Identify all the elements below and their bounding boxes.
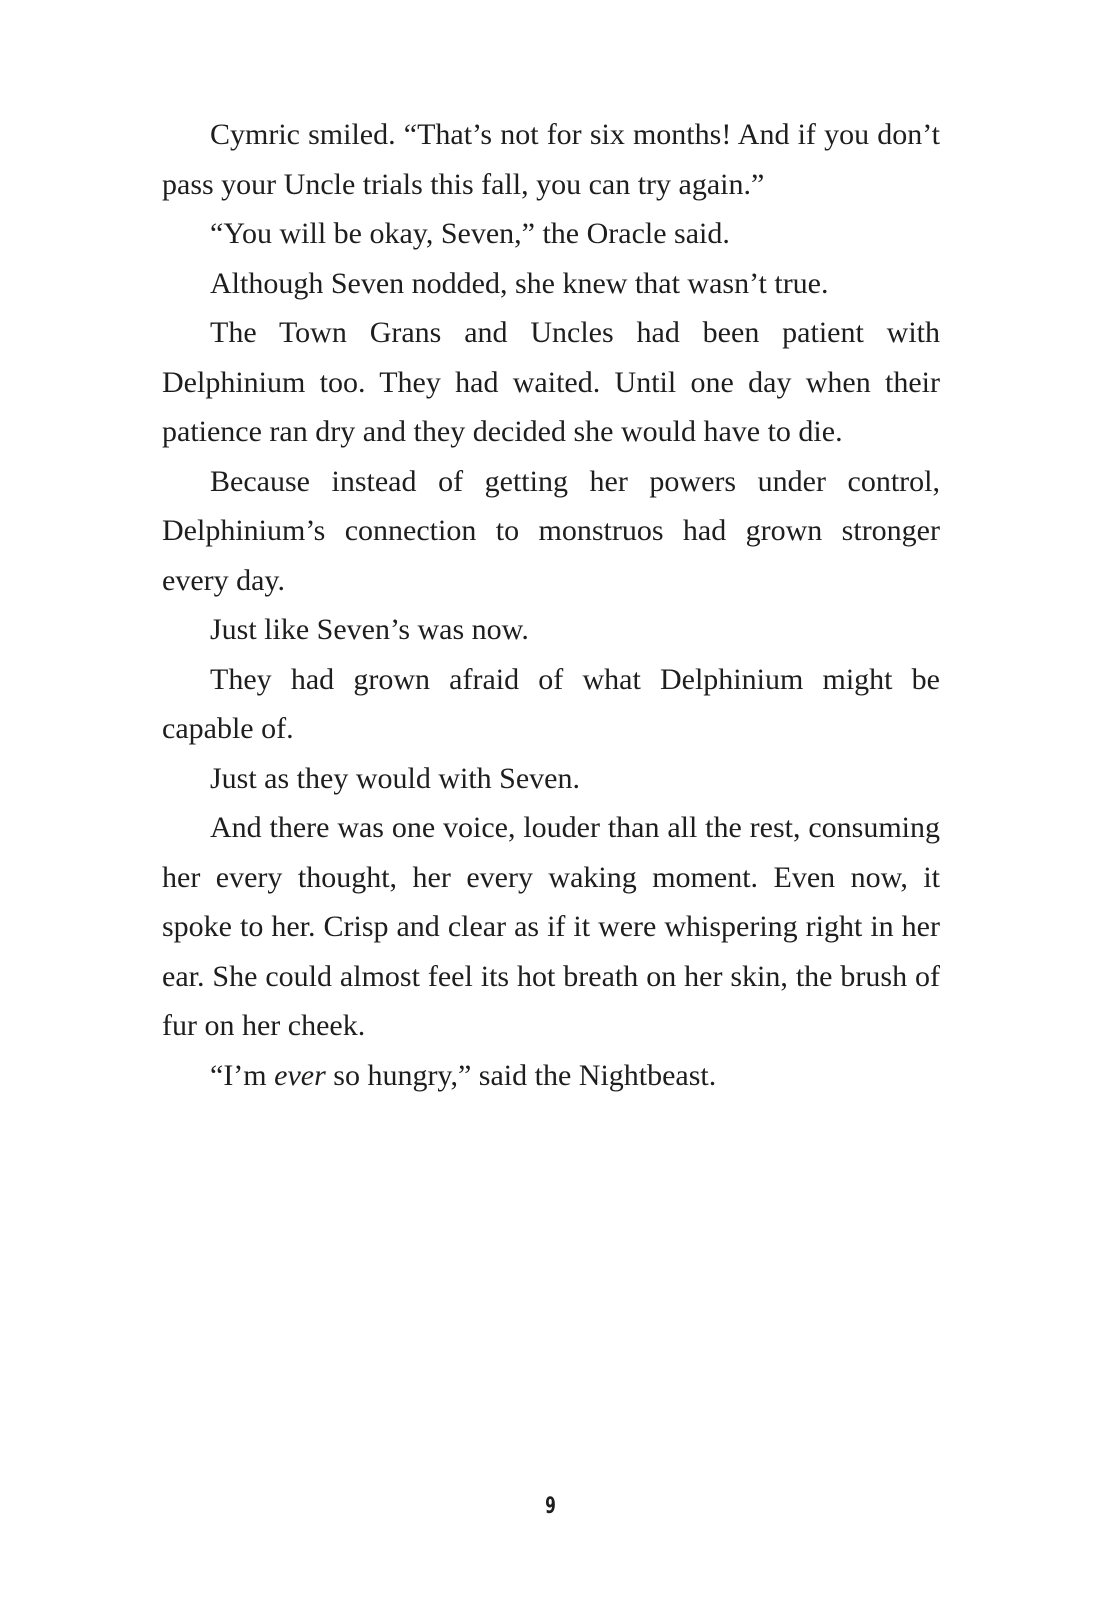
paragraph-10-start: “I’m (210, 1058, 275, 1092)
paragraph-6: Just like Seven’s was now. (210, 613, 529, 646)
paragraph-7: They had grown afraid of what Delphinium might be capable of. (162, 662, 940, 745)
paragraph-2: “You will be okay, Seven,” the Oracle said. (210, 217, 730, 250)
paragraph-3: Although Seven nodded, she knew that wasn’t true. (210, 266, 829, 300)
paragraph-4: The Town Grans and Uncles had been patient with Delphinium too. They had waited. Until one day when their patience ran dry and they decided she would have to die. (162, 316, 940, 448)
paragraph-10-end: so hungry,” said the Nightbeast. (325, 1058, 717, 1092)
paragraph-8: Just as they would with Seven. (210, 761, 580, 795)
paragraph-10 (162, 1051, 940, 1101)
paragraph-9: And there was one voice, louder than all the rest, consuming her every thought, her every waking moment. Even now, it spoke to her. Crisp and clear as if it were whispering right in her ear. She could almost feel its hot breath on her skin, the brush of fur on her cheek. (162, 811, 940, 1042)
page-number: 9 (545, 1494, 556, 1519)
paragraph-5: Because instead of getting her powers under control, Delphinium’s connection to monstruos had grown stronger every day. (162, 464, 940, 597)
emphasis-ever: ever (274, 1058, 326, 1092)
paragraph-1: Cymric smiled. “That’s not for six months! And if you don’t pass your Uncle trials this fall, you can try again.” (162, 118, 940, 201)
body-text (162, 110, 940, 1100)
